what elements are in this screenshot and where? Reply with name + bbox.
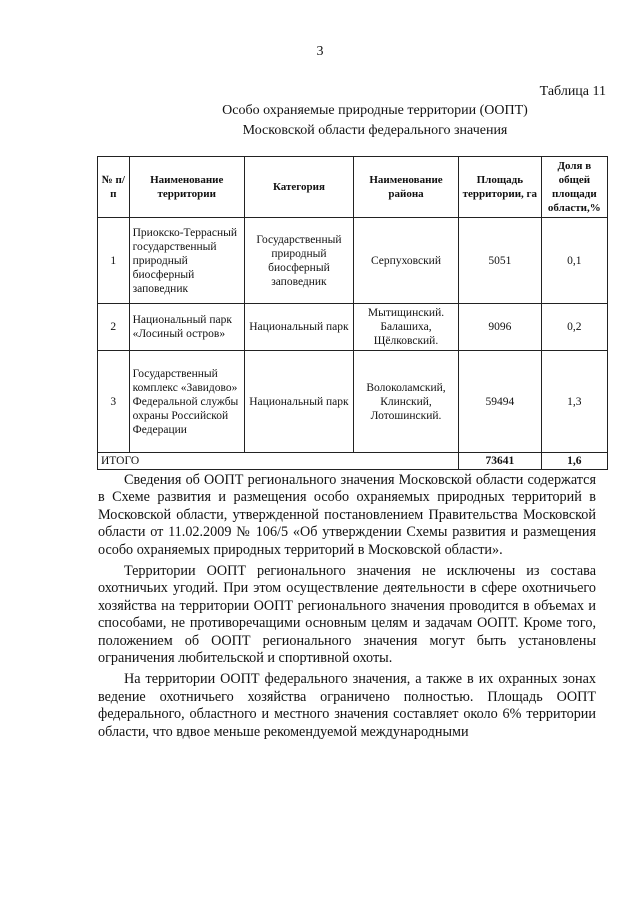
table-row — [98, 351, 608, 453]
total-area: 73641 — [459, 453, 542, 470]
title-line-2: Московской области федерального значения — [242, 123, 508, 138]
cell-share: 0,1 — [541, 218, 607, 304]
cell-category: Государственный природный биосферный заповедник — [244, 218, 353, 304]
cell-name: Национальный парк «Лосиный остров» — [129, 304, 244, 351]
header-num: № п/п — [98, 157, 130, 218]
title-line-1: Особо охраняемые природные территории (ООПТ) — [222, 103, 528, 118]
total-share: 1,6 — [541, 453, 607, 470]
cell-name: Государственный комплекс «Завидово» Федеральной службы охраны Российской Федерации — [129, 351, 244, 453]
cell-area: 5051 — [459, 218, 542, 304]
page-number: 3 — [316, 44, 324, 59]
header-share: Доля в общей площади области,% — [541, 157, 607, 218]
cell-district: Мытищинский. Балашиха, Щёлковский. — [353, 304, 458, 351]
header-category: Категория — [244, 157, 353, 218]
table-total-row — [98, 453, 608, 470]
oopt-table — [97, 156, 608, 470]
header-district: Наименование района — [353, 157, 458, 218]
cell-category: Национальный парк — [244, 351, 353, 453]
table-title — [180, 101, 570, 141]
cell-share: 0,2 — [541, 304, 607, 351]
cell-num: 1 — [98, 218, 130, 304]
paragraph: Территории ООПТ регионального значения не исключены из состава охотничьих угодий. При этом осуществление деятельности в сфере охотничьего хозяйства на территории ООПТ регионального значения проводится в объемах и способами, не противоречащими основным целям и задачам ООПТ. Кроме того, положением об ООПТ регионального значения могут быть установлены ограничения любительской и спортивной охоты. — [98, 563, 596, 667]
cell-area: 9096 — [459, 304, 542, 351]
table-label: Таблица 11 — [539, 84, 606, 99]
body-text — [98, 472, 596, 745]
cell-category: Национальный парк — [244, 304, 353, 351]
table-header-row — [98, 157, 608, 218]
header-area: Площадь территории, га — [459, 157, 542, 218]
paragraph: На территории ООПТ федерального значения, а также в их охранных зонах ведение охотничьего хозяйства ограничено полностью. Площадь ООПТ федерального, областного и местного значения составляет около 6% территории области, что вдвое меньше рекомендуемой международными — [98, 671, 596, 740]
cell-district: Серпуховский — [353, 218, 458, 304]
table-row — [98, 218, 608, 304]
cell-name: Приокско-Террасный государственный природный биосферный заповедник — [129, 218, 244, 304]
cell-district: Волоколамский, Клинский, Лотошинский. — [353, 351, 458, 453]
paragraph: Сведения об ООПТ регионального значения Московской области содержатся в Схеме развития и размещения особо охраняемых природных территорий в Московской области, утвержденной постановлением Правительства Московской области от 11.02.2009 № 106/5 «Об утверждении Схемы развития и размещения особо охраняемых природных территорий в Московской области». — [98, 472, 596, 558]
header-name: Наименование территории — [129, 157, 244, 218]
cell-num: 2 — [98, 304, 130, 351]
cell-num: 3 — [98, 351, 130, 453]
cell-area: 59494 — [459, 351, 542, 453]
table-row — [98, 304, 608, 351]
total-label: ИТОГО — [98, 453, 459, 470]
cell-share: 1,3 — [541, 351, 607, 453]
